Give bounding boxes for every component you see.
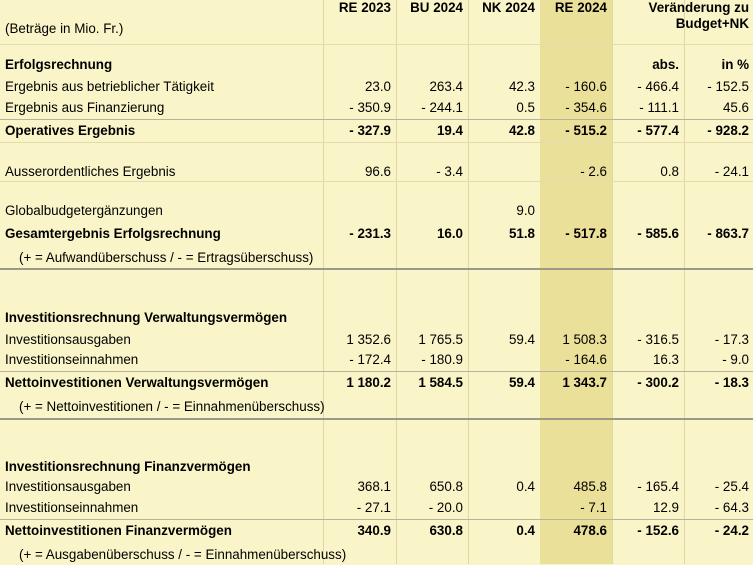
row-label: (+ = Aufwandüberschuss / - = Ertragsüberschuss) xyxy=(19,250,314,265)
cell-value: 263.4 xyxy=(429,79,463,94)
cell-value: - 7.1 xyxy=(580,500,607,515)
cell-value: 0.4 xyxy=(516,523,535,538)
row-label: Ausserordentliches Ergebnis xyxy=(5,164,176,179)
row-label: Investitionsrechnung Verwaltungsvermögen xyxy=(5,310,288,325)
cell-value: - 577.4 xyxy=(637,123,679,138)
cell-value: - 515.2 xyxy=(565,123,607,138)
row-label: Operatives Ergebnis xyxy=(5,123,136,138)
table-row xyxy=(0,161,753,182)
table-row xyxy=(0,497,753,518)
cell-value: 45.6 xyxy=(722,100,749,115)
cell-value: - 180.9 xyxy=(421,352,463,367)
cell-value: 0.8 xyxy=(660,164,679,179)
row-label: (+ = Ausgabenüberschuss / - = Einnahmenüberschuss) xyxy=(19,547,347,562)
section-divider xyxy=(0,268,753,270)
cell-value: 340.9 xyxy=(357,523,391,538)
cell-value: abs. xyxy=(652,57,679,72)
cell-value: - 466.4 xyxy=(637,79,679,94)
cell-value: 368.1 xyxy=(357,479,391,494)
cell-value: 96.6 xyxy=(364,164,391,179)
cell-value: in % xyxy=(721,57,749,72)
row-label: Investitionseinnahmen xyxy=(5,500,139,515)
cell-value: - 64.3 xyxy=(714,500,749,515)
cell-value: - 3.4 xyxy=(436,164,463,179)
cell-value: - 928.2 xyxy=(707,123,749,138)
cell-value: - 2.6 xyxy=(580,164,607,179)
cell-value: - 517.8 xyxy=(565,226,607,241)
cell-value: 59.4 xyxy=(508,375,535,390)
row-label: Gesamtergebnis Erfolgsrechnung xyxy=(5,226,221,241)
row-divider xyxy=(0,44,753,45)
cell-value: - 18.3 xyxy=(714,375,749,390)
cell-value: 478.6 xyxy=(573,523,607,538)
table-row xyxy=(0,54,753,75)
table-row xyxy=(0,97,753,118)
unit-note: (Beträge in Mio. Fr.) xyxy=(5,21,124,36)
cell-value: - 152.6 xyxy=(637,523,679,538)
row-label: Investitionsausgaben xyxy=(5,479,131,494)
cell-value: - 244.1 xyxy=(421,100,463,115)
table-row xyxy=(0,200,753,221)
table-row xyxy=(0,76,753,97)
row-label: Investitionsrechnung Finanzvermögen xyxy=(5,459,251,474)
cell-value: - 165.4 xyxy=(637,479,679,494)
cell-value: 1 343.7 xyxy=(562,375,607,390)
cell-value: - 327.9 xyxy=(349,123,391,138)
cell-value: - 164.6 xyxy=(565,352,607,367)
cell-value: - 316.5 xyxy=(637,332,679,347)
cell-value: 630.8 xyxy=(429,523,463,538)
cell-value: - 172.4 xyxy=(349,352,391,367)
row-label: Investitionsausgaben xyxy=(5,332,131,347)
table-row xyxy=(0,520,753,541)
cell-value: - 160.6 xyxy=(565,79,607,94)
row-label: Ergebnis aus betrieblicher Tätigkeit xyxy=(5,79,214,94)
cell-value: 1 765.5 xyxy=(418,332,463,347)
section-divider xyxy=(0,418,753,420)
table-row xyxy=(0,223,753,244)
table-row xyxy=(0,476,753,497)
cell-value: 59.4 xyxy=(508,332,535,347)
cell-value: 16.3 xyxy=(652,352,679,367)
cell-value: 19.4 xyxy=(436,123,463,138)
row-label: Globalbudgetergänzungen xyxy=(5,203,163,218)
cell-value: 1 180.2 xyxy=(346,375,391,390)
col-header-re-2023: RE 2023 xyxy=(338,0,391,15)
cell-value: 42.8 xyxy=(508,123,535,138)
cell-value: - 27.1 xyxy=(356,500,391,515)
row-label: Nettoinvestitionen Finanzvermögen xyxy=(5,523,232,538)
table-row xyxy=(0,456,753,477)
cell-value: 650.8 xyxy=(429,479,463,494)
table-row xyxy=(0,349,753,370)
cell-value: 23.0 xyxy=(364,79,391,94)
table-row xyxy=(0,544,753,565)
cell-value: - 585.6 xyxy=(637,226,679,241)
col-header-change-line1: Veränderung zu xyxy=(648,0,749,15)
cell-value: - 863.7 xyxy=(707,226,749,241)
cell-value: - 231.3 xyxy=(349,226,391,241)
row-label: Investitionseinnahmen xyxy=(5,352,139,367)
cell-value: - 20.0 xyxy=(428,500,463,515)
cell-value: - 24.1 xyxy=(714,164,749,179)
cell-value: 42.3 xyxy=(508,79,535,94)
cell-value: 16.0 xyxy=(436,226,463,241)
cell-value: - 300.2 xyxy=(637,375,679,390)
cell-value: - 354.6 xyxy=(565,100,607,115)
table-row xyxy=(0,120,753,141)
row-divider xyxy=(0,142,753,143)
row-label: Erfolgsrechnung xyxy=(5,57,113,72)
cell-value: - 111.1 xyxy=(639,100,679,115)
col-header-re-2024: RE 2024 xyxy=(554,0,607,15)
cell-value: 1 508.3 xyxy=(562,332,607,347)
row-label: Nettoinvestitionen Verwaltungsvermögen xyxy=(5,375,269,390)
cell-value: - 9.0 xyxy=(722,352,749,367)
cell-value: 0.4 xyxy=(516,479,535,494)
row-label: (+ = Nettoinvestitionen / - = Einnahmenüberschuss) xyxy=(19,399,325,414)
cell-value: - 25.4 xyxy=(714,479,749,494)
cell-value: 485.8 xyxy=(573,479,607,494)
cell-value: 0.5 xyxy=(516,100,535,115)
cell-value: 51.8 xyxy=(508,226,535,241)
cell-value: - 152.5 xyxy=(707,79,749,94)
table-row xyxy=(0,329,753,350)
cell-value: 1 352.6 xyxy=(346,332,391,347)
cell-value: 1 584.5 xyxy=(418,375,463,390)
table-row xyxy=(0,247,753,268)
row-label: Ergebnis aus Finanzierung xyxy=(5,100,165,115)
col-header-bu-2024: BU 2024 xyxy=(410,0,463,15)
cell-value: - 17.3 xyxy=(714,332,749,347)
col-header-change-line2: Budget+NK xyxy=(675,16,749,31)
cell-value: - 24.2 xyxy=(714,523,749,538)
table-row xyxy=(0,396,753,417)
cell-value: 12.9 xyxy=(652,500,679,515)
cell-value: 9.0 xyxy=(516,203,535,218)
table-row xyxy=(0,372,753,393)
table-row xyxy=(0,307,753,328)
col-header-nk-2024: NK 2024 xyxy=(482,0,535,15)
cell-value: - 350.9 xyxy=(349,100,391,115)
